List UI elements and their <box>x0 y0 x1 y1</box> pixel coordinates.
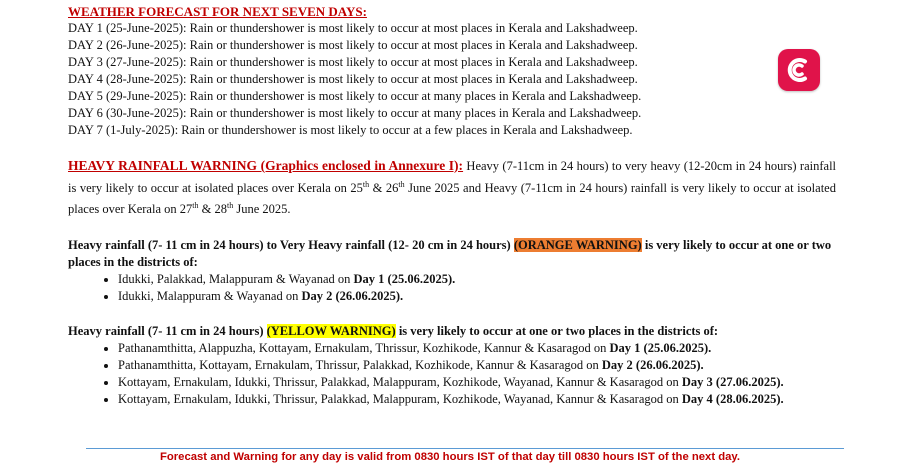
day-forecast-7: DAY 7 (1-July-2025): Rain or thundershower is most likely to occur at a few places in Kerala and Lakshadweep. <box>68 123 633 137</box>
orange-district-list <box>68 271 836 305</box>
list-item <box>118 271 836 288</box>
district-names: Idukki, Malappuram & Wayanad on <box>118 288 302 303</box>
day-forecast-1: DAY 1 (25-June-2025): Rain or thundershower is most likely to occur at most places in Kerala and Lakshadweep. <box>68 21 638 35</box>
district-names: Idukki, Palakkad, Malappuram & Wayanad on <box>118 271 354 286</box>
heavy-text-and-2: & 28 <box>198 202 227 217</box>
heavy-text-3: June 2025. <box>233 202 291 217</box>
day-label: Day 4 (28.06.2025). <box>681 391 784 406</box>
district-names: Kottayam, Ernakulam, Idukki, Thrissur, Palakkad, Malappuram, Kozhikode, Wayanad, Kannur & Kasaragod on <box>118 374 682 389</box>
day-label: Day 1 (25.06.2025). <box>609 340 712 355</box>
day-forecast-3: DAY 3 (27-June-2025): Rain or thundershower is most likely to occur at most places in Kerala and Lakshadweep. <box>68 55 638 69</box>
list-item <box>118 288 836 305</box>
superscript: th <box>226 201 234 211</box>
forecast-title: WEATHER FORECAST FOR NEXT SEVEN DAYS: <box>68 4 367 19</box>
heavy-rainfall-paragraph <box>68 157 836 219</box>
superscript: th <box>398 179 405 189</box>
orange-lead: Heavy rainfall (7- 11 cm in 24 hours) to Very Heavy rainfall (12- 20 cm in 24 hours) <box>68 237 514 252</box>
forecast-document <box>68 3 836 408</box>
superscript: th <box>192 201 199 211</box>
yellow-warning-badge: (YELLOW WARNING) <box>266 323 396 338</box>
footer-divider <box>86 448 844 449</box>
heavy-text-1: Heavy (7-11cm in 24 hours) to very heavy (12-20cm in 24 hours) rainfall is very likely to occur at isolated places over Kerala on 25 <box>68 159 837 195</box>
day-label: Day 2 (26.06.2025). <box>601 357 704 372</box>
day-forecast-2: DAY 2 (26-June-2025): Rain or thundershower is most likely to occur at most places in Kerala and Lakshadweep. <box>68 38 638 52</box>
day-forecast-4: DAY 4 (28-June-2025): Rain or thundershower is most likely to occur at most places in Kerala and Lakshadweep. <box>68 72 638 86</box>
day-forecast-6: DAY 6 (30-June-2025): Rain or thundershower is most likely to occur at many places in Kerala and Lakshadweep. <box>68 106 642 120</box>
yellow-lead: Heavy rainfall (7- 11 cm in 24 hours) <box>68 323 267 338</box>
validity-footer: Forecast and Warning for any day is valid from 0830 hours IST of that day till 0830 hours IST of the next day. <box>159 451 741 463</box>
district-names: Pathanamthitta, Kottayam, Ernakulam, Thrissur, Palakkad, Kozhikode, Kannur & Kasaragod on <box>118 357 602 372</box>
superscript: th <box>362 179 370 189</box>
district-names: Pathanamthitta, Alappuzha, Kottayam, Ernakulam, Thrissur, Kozhikode, Kannur & Kasaragod on <box>118 340 610 355</box>
day-forecast-5: DAY 5 (29-June-2025): Rain or thundershower is most likely to occur at many places in Kerala and Lakshadweep. <box>68 89 642 103</box>
heavy-text-and-1: & 26 <box>369 180 399 195</box>
orange-tail: is very likely to occur at one or two places in the districts of: <box>68 237 832 269</box>
heavy-rainfall-heading: HEAVY RAINFALL WARNING (Graphics enclosed in Annexure I): <box>68 158 464 173</box>
yellow-tail: is very likely to occur at one or two places in the districts of: <box>395 323 719 338</box>
day-forecast-list <box>68 20 836 139</box>
day-label: Day 2 (26.06.2025). <box>301 288 404 303</box>
list-item <box>118 340 836 357</box>
district-names: Kottayam, Ernakulam, Idukki, Thrissur, Palakkad, Malappuram, Kozhikode, Wayanad, Kannur & Kasaragod on <box>118 391 682 406</box>
list-item <box>118 374 836 391</box>
list-item <box>118 357 836 374</box>
day-label: Day 1 (25.06.2025). <box>353 271 456 286</box>
yellow-district-list <box>68 340 836 408</box>
yellow-warning-intro <box>68 323 836 340</box>
day-label: Day 3 (27.06.2025). <box>681 374 784 389</box>
list-item <box>118 391 836 408</box>
orange-warning-intro <box>68 237 836 271</box>
orange-warning-badge: (ORANGE WARNING) <box>513 237 642 252</box>
heavy-text-2: June 2025 and Heavy (7-11cm in 24 hours) rainfall is very likely to occur at isolated places over Kerala on 27 <box>68 180 836 217</box>
